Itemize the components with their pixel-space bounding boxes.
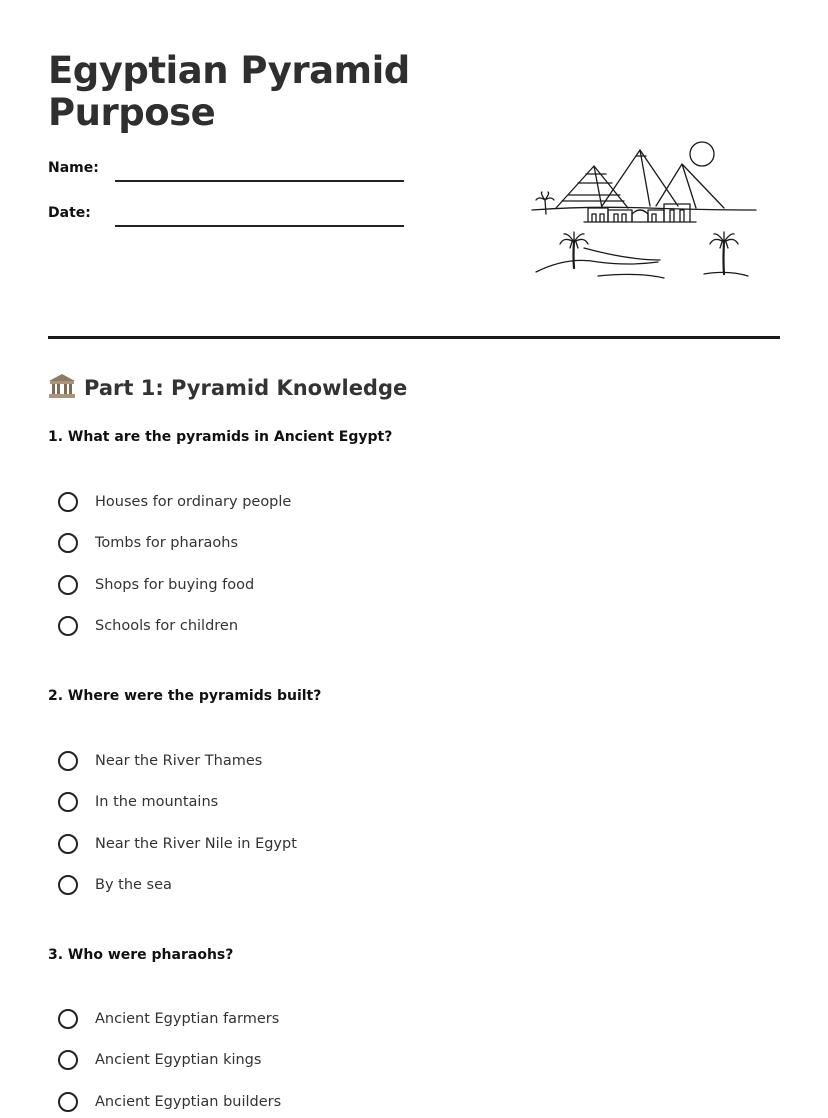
question-1: 1. What are the pyramids in Ancient Egypt? — [48, 429, 393, 445]
radio-button[interactable] — [58, 533, 78, 553]
date-label: Date: — [48, 205, 91, 221]
date-line[interactable] — [115, 225, 404, 227]
radio-button[interactable] — [58, 792, 78, 812]
q1-option-4[interactable] — [57, 615, 457, 641]
radio-button[interactable] — [58, 834, 78, 854]
option-label: In the mountains — [95, 794, 219, 810]
radio-button[interactable] — [58, 1050, 78, 1070]
classical-building-icon — [48, 373, 76, 399]
q3-option-3[interactable] — [57, 1091, 457, 1117]
option-label: By the sea — [95, 877, 172, 893]
name-line[interactable] — [115, 180, 404, 182]
part1-heading — [48, 373, 407, 403]
q2-option-2[interactable] — [57, 791, 457, 817]
option-label: Houses for ordinary people — [95, 494, 292, 510]
option-label: Near the River Thames — [95, 753, 263, 769]
radio-button[interactable] — [58, 1009, 78, 1029]
name-field[interactable] — [48, 158, 408, 182]
option-label: Tombs for pharaohs — [95, 535, 239, 551]
radio-button[interactable] — [58, 1092, 78, 1112]
option-label: Ancient Egyptian farmers — [95, 1011, 280, 1027]
q3-option-2[interactable] — [57, 1049, 457, 1075]
worksheet-title: Egyptian Pyramid Purpose — [48, 49, 410, 134]
q1-option-3[interactable] — [57, 574, 457, 600]
date-field[interactable] — [48, 203, 408, 227]
q2-option-3[interactable] — [57, 833, 457, 859]
option-label: Schools for children — [95, 618, 239, 634]
name-label: Name: — [48, 160, 99, 176]
radio-button[interactable] — [58, 616, 78, 636]
q1-option-2[interactable] — [57, 532, 457, 558]
section-divider — [48, 336, 780, 339]
radio-button[interactable] — [58, 875, 78, 895]
q2-option-1[interactable] — [57, 750, 457, 776]
radio-button[interactable] — [58, 575, 78, 595]
question-3: 3. Who were pharaohs? — [48, 947, 234, 963]
radio-button[interactable] — [58, 492, 78, 512]
option-label: Ancient Egyptian kings — [95, 1052, 262, 1068]
option-label: Near the River Nile in Egypt — [95, 836, 297, 852]
part1-title: Part 1: Pyramid Knowledge — [84, 376, 408, 400]
q2-option-4[interactable] — [57, 874, 457, 900]
sun-icon — [690, 142, 714, 166]
q3-option-1[interactable] — [57, 1008, 457, 1034]
option-label: Shops for buying food — [95, 577, 255, 593]
radio-button[interactable] — [58, 751, 78, 771]
option-label: Ancient Egyptian builders — [95, 1094, 282, 1110]
question-2: 2. Where were the pyramids built? — [48, 688, 322, 704]
pyramids-illustration — [528, 138, 760, 284]
q1-option-1[interactable] — [57, 491, 457, 517]
